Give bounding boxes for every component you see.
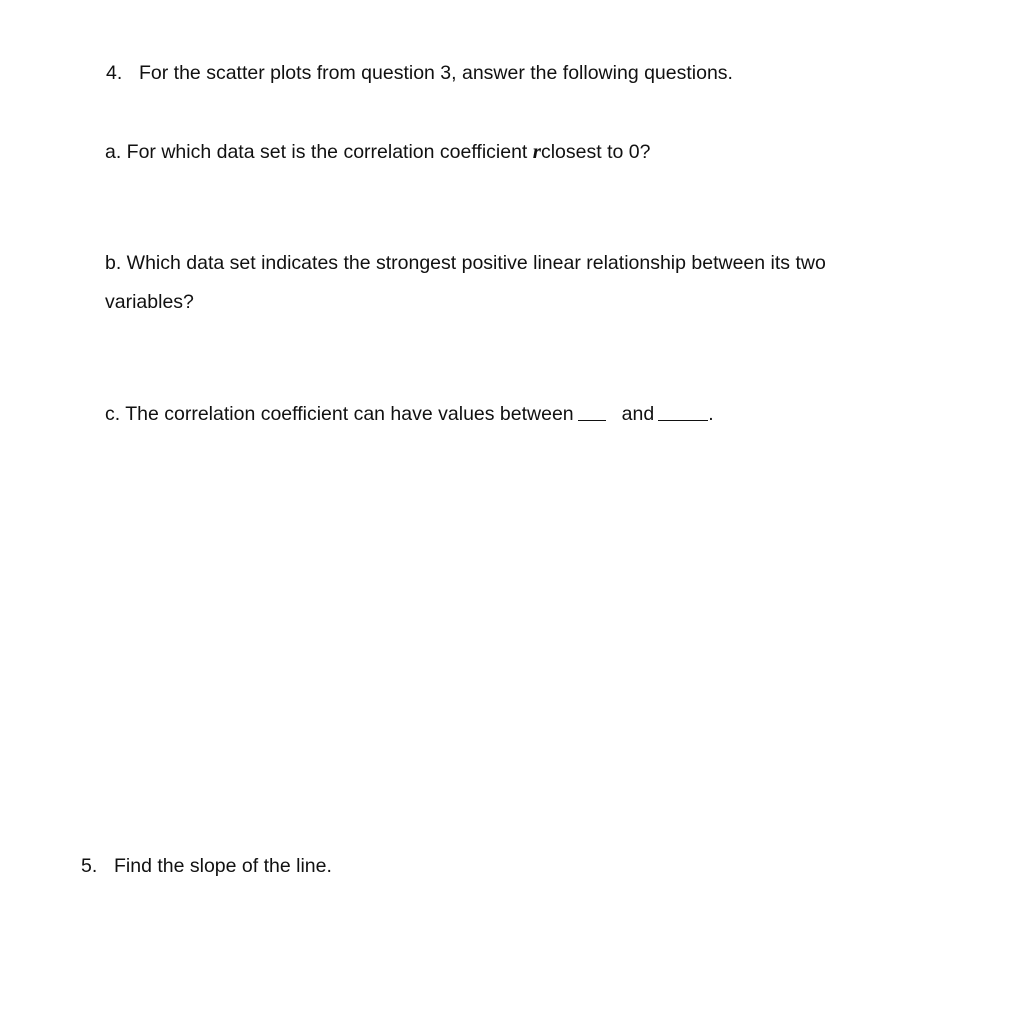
question-4b-line-2 <box>105 291 194 314</box>
answer-blank-upper[interactable] <box>658 419 708 421</box>
question-4b-line-1 <box>105 252 826 275</box>
question-4c-text-post: . <box>708 403 714 425</box>
question-4-text: For the scatter plots from question 3, answer the following questions. <box>139 62 733 84</box>
question-4c-text-mid: and <box>621 403 655 425</box>
question-4 <box>106 62 733 85</box>
question-4a-text-pre: a. For which data set is the correlation coefficient <box>105 141 528 163</box>
question-4b-text-line-2: variables? <box>105 291 194 313</box>
question-4c <box>105 403 714 426</box>
question-4a <box>105 139 650 164</box>
correlation-variable-r: r <box>532 139 541 163</box>
question-4-number: 4. <box>106 62 123 84</box>
question-5-text: Find the slope of the line. <box>114 855 332 877</box>
answer-blank-lower[interactable] <box>578 419 606 421</box>
question-4a-text-post: closest to 0? <box>540 141 651 163</box>
question-5 <box>81 855 332 878</box>
question-4c-text-pre: c. The correlation coefficient can have values between <box>105 403 574 425</box>
question-5-number: 5. <box>81 855 98 877</box>
question-4b-text-line-1: b. Which data set indicates the strongest positive linear relationship between its two <box>105 252 826 274</box>
